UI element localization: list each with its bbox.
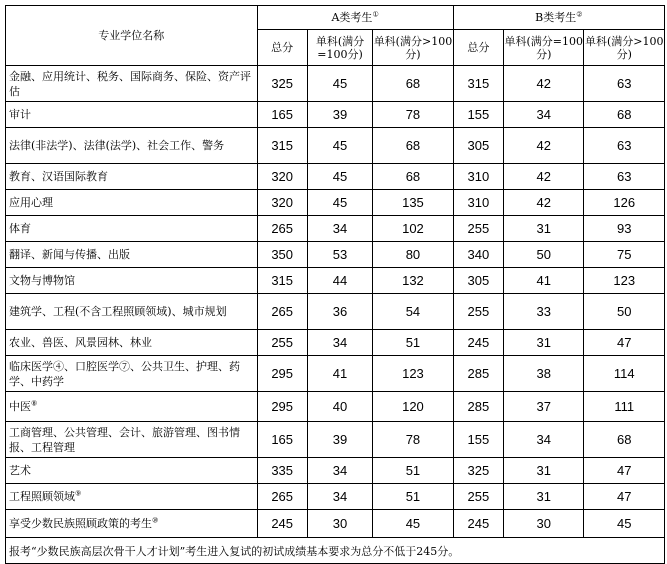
table-row	[6, 484, 665, 510]
a-total-cell: 265	[257, 294, 307, 330]
table-row	[6, 164, 665, 190]
b-total-cell: 305	[453, 268, 503, 294]
table-row	[6, 128, 665, 164]
major-name: 体育	[9, 222, 31, 235]
b-single-gt100-cell: 68	[584, 102, 665, 128]
b-single-gt100-cell: 63	[584, 164, 665, 190]
group-b-note-marker: ②	[576, 10, 583, 19]
table-row	[6, 102, 665, 128]
major-name: 文物与博物馆	[9, 274, 75, 287]
a-total-cell: 350	[257, 242, 307, 268]
footnote-marker: ⑨	[75, 489, 82, 498]
b-single-gt100-cell: 63	[584, 128, 665, 164]
a-single-gt100-cell: 78	[373, 422, 453, 458]
major-name: 工程照顾领域	[9, 490, 75, 503]
table-row	[6, 294, 665, 330]
footnote: 报考“少数民族高层次骨干人才计划”考生进入复试的初试成绩基本要求为总分不低于245分。	[6, 538, 665, 564]
a-single-gt100-cell: 54	[373, 294, 453, 330]
b-single-100-cell: 42	[503, 128, 583, 164]
a-total-cell: 265	[257, 216, 307, 242]
a-single-100-cell: 39	[307, 422, 372, 458]
table-row	[6, 330, 665, 356]
b-single-100-cell: 42	[503, 66, 583, 102]
a-single-100-cell: 39	[307, 102, 372, 128]
major-name-cell	[6, 294, 258, 330]
a-single-gt100-cell: 51	[373, 484, 453, 510]
major-name-cell	[6, 422, 258, 458]
a-single-gt100-cell: 80	[373, 242, 453, 268]
footnote-marker: ⑩	[152, 516, 159, 525]
b-single-100-cell: 37	[503, 392, 583, 422]
major-name: 农业、兽医、风景园林、林业	[9, 336, 152, 349]
major-name-cell	[6, 356, 258, 392]
table-row	[6, 356, 665, 392]
b-total-cell: 340	[453, 242, 503, 268]
header-b-single-100: 单科(满分=100分)	[503, 30, 583, 66]
a-total-cell: 245	[257, 510, 307, 538]
group-b-label: B类考生	[535, 11, 577, 24]
b-single-gt100-cell: 45	[584, 510, 665, 538]
major-name-cell	[6, 190, 258, 216]
major-name: 法律(非法学)、法律(法学)、社会工作、警务	[9, 139, 225, 152]
a-total-cell: 325	[257, 66, 307, 102]
a-single-gt100-cell: 51	[373, 458, 453, 484]
a-single-gt100-cell: 135	[373, 190, 453, 216]
a-single-gt100-cell: 45	[373, 510, 453, 538]
table-row	[6, 268, 665, 294]
b-single-gt100-cell: 47	[584, 330, 665, 356]
a-total-cell: 165	[257, 422, 307, 458]
b-single-gt100-cell: 111	[584, 392, 665, 422]
major-name-cell	[6, 102, 258, 128]
b-single-100-cell: 30	[503, 510, 583, 538]
b-single-100-cell: 33	[503, 294, 583, 330]
a-single-gt100-cell: 132	[373, 268, 453, 294]
major-name-cell	[6, 66, 258, 102]
a-single-100-cell: 45	[307, 190, 372, 216]
header-group-b	[453, 6, 664, 30]
header-major-name: 专业学位名称	[6, 6, 258, 66]
header-a-total: 总分	[257, 30, 307, 66]
b-single-100-cell: 42	[503, 164, 583, 190]
a-single-gt100-cell: 123	[373, 356, 453, 392]
major-name: 建筑学、工程(不含工程照顾领域)、城市规划	[9, 305, 227, 318]
b-total-cell: 245	[453, 330, 503, 356]
b-single-100-cell: 50	[503, 242, 583, 268]
header-a-single-100: 单科(满分=100分)	[307, 30, 372, 66]
b-single-gt100-cell: 68	[584, 422, 665, 458]
b-total-cell: 285	[453, 356, 503, 392]
b-total-cell: 155	[453, 422, 503, 458]
a-single-gt100-cell: 68	[373, 164, 453, 190]
a-single-100-cell: 34	[307, 484, 372, 510]
a-single-gt100-cell: 68	[373, 128, 453, 164]
a-single-gt100-cell: 51	[373, 330, 453, 356]
header-group-a	[257, 6, 453, 30]
b-single-100-cell: 31	[503, 330, 583, 356]
a-total-cell: 255	[257, 330, 307, 356]
a-single-100-cell: 45	[307, 128, 372, 164]
a-single-100-cell: 41	[307, 356, 372, 392]
b-single-100-cell: 38	[503, 356, 583, 392]
b-total-cell: 255	[453, 294, 503, 330]
b-single-gt100-cell: 75	[584, 242, 665, 268]
major-name-cell	[6, 242, 258, 268]
b-single-100-cell: 34	[503, 102, 583, 128]
score-table	[5, 5, 665, 564]
a-single-100-cell: 30	[307, 510, 372, 538]
b-total-cell: 255	[453, 216, 503, 242]
header-a-single-gt100: 单科(满分>100分)	[373, 30, 453, 66]
a-total-cell: 320	[257, 190, 307, 216]
b-total-cell: 285	[453, 392, 503, 422]
a-single-100-cell: 44	[307, 268, 372, 294]
b-total-cell: 310	[453, 164, 503, 190]
b-single-gt100-cell: 47	[584, 484, 665, 510]
major-name-cell	[6, 392, 258, 422]
a-total-cell: 315	[257, 128, 307, 164]
b-single-100-cell: 34	[503, 422, 583, 458]
a-single-100-cell: 45	[307, 164, 372, 190]
major-name: 金融、应用统计、税务、国际商务、保险、资产评估	[9, 69, 251, 98]
b-single-gt100-cell: 63	[584, 66, 665, 102]
a-single-gt100-cell: 68	[373, 66, 453, 102]
b-single-gt100-cell: 123	[584, 268, 665, 294]
b-single-gt100-cell: 47	[584, 458, 665, 484]
a-single-gt100-cell: 102	[373, 216, 453, 242]
header-b-single-gt100: 单科(满分>100分)	[584, 30, 665, 66]
a-total-cell: 315	[257, 268, 307, 294]
b-total-cell: 245	[453, 510, 503, 538]
b-total-cell: 310	[453, 190, 503, 216]
a-single-100-cell: 45	[307, 66, 372, 102]
footnote-marker: ⑧	[31, 399, 38, 408]
b-single-gt100-cell: 114	[584, 356, 665, 392]
b-total-cell: 305	[453, 128, 503, 164]
table-row	[6, 242, 665, 268]
a-single-100-cell: 34	[307, 216, 372, 242]
major-name: 享受少数民族照顾政策的考生	[9, 517, 152, 530]
a-single-100-cell: 40	[307, 392, 372, 422]
a-single-gt100-cell: 78	[373, 102, 453, 128]
b-single-gt100-cell: 50	[584, 294, 665, 330]
group-a-note-marker: ①	[372, 10, 379, 19]
major-name-cell	[6, 330, 258, 356]
b-total-cell: 315	[453, 66, 503, 102]
table-row	[6, 458, 665, 484]
b-total-cell: 155	[453, 102, 503, 128]
major-name: 教育、汉语国际教育	[9, 170, 108, 183]
b-single-100-cell: 31	[503, 458, 583, 484]
table-row	[6, 392, 665, 422]
table-row	[6, 190, 665, 216]
major-name: 中医	[9, 400, 31, 413]
b-single-gt100-cell: 126	[584, 190, 665, 216]
major-name: 工商管理、公共管理、会计、旅游管理、图书情报、工程管理	[9, 425, 240, 454]
major-name-cell	[6, 510, 258, 538]
major-name-cell	[6, 216, 258, 242]
major-name-cell	[6, 458, 258, 484]
a-single-100-cell: 34	[307, 458, 372, 484]
major-name-cell	[6, 268, 258, 294]
a-single-100-cell: 53	[307, 242, 372, 268]
a-single-100-cell: 36	[307, 294, 372, 330]
a-single-100-cell: 34	[307, 330, 372, 356]
a-total-cell: 165	[257, 102, 307, 128]
a-total-cell: 295	[257, 356, 307, 392]
header-b-total: 总分	[453, 30, 503, 66]
major-name: 临床医学④、口腔医学⑦、公共卫生、护理、药学、中药学	[9, 359, 240, 388]
a-total-cell: 320	[257, 164, 307, 190]
b-single-100-cell: 31	[503, 484, 583, 510]
major-name: 应用心理	[9, 196, 53, 209]
major-name-cell	[6, 128, 258, 164]
table-row	[6, 216, 665, 242]
major-name: 翻译、新闻与传播、出版	[9, 248, 130, 261]
b-total-cell: 325	[453, 458, 503, 484]
b-single-100-cell: 42	[503, 190, 583, 216]
a-total-cell: 265	[257, 484, 307, 510]
a-total-cell: 335	[257, 458, 307, 484]
table-row	[6, 422, 665, 458]
b-single-100-cell: 41	[503, 268, 583, 294]
b-total-cell: 255	[453, 484, 503, 510]
group-a-label: A类考生	[331, 11, 373, 24]
major-name-cell	[6, 484, 258, 510]
b-single-100-cell: 31	[503, 216, 583, 242]
table-row	[6, 510, 665, 538]
major-name: 艺术	[9, 464, 31, 477]
major-name: 审计	[9, 108, 31, 121]
major-name-cell	[6, 164, 258, 190]
a-single-gt100-cell: 120	[373, 392, 453, 422]
a-total-cell: 295	[257, 392, 307, 422]
table-row	[6, 66, 665, 102]
b-single-gt100-cell: 93	[584, 216, 665, 242]
